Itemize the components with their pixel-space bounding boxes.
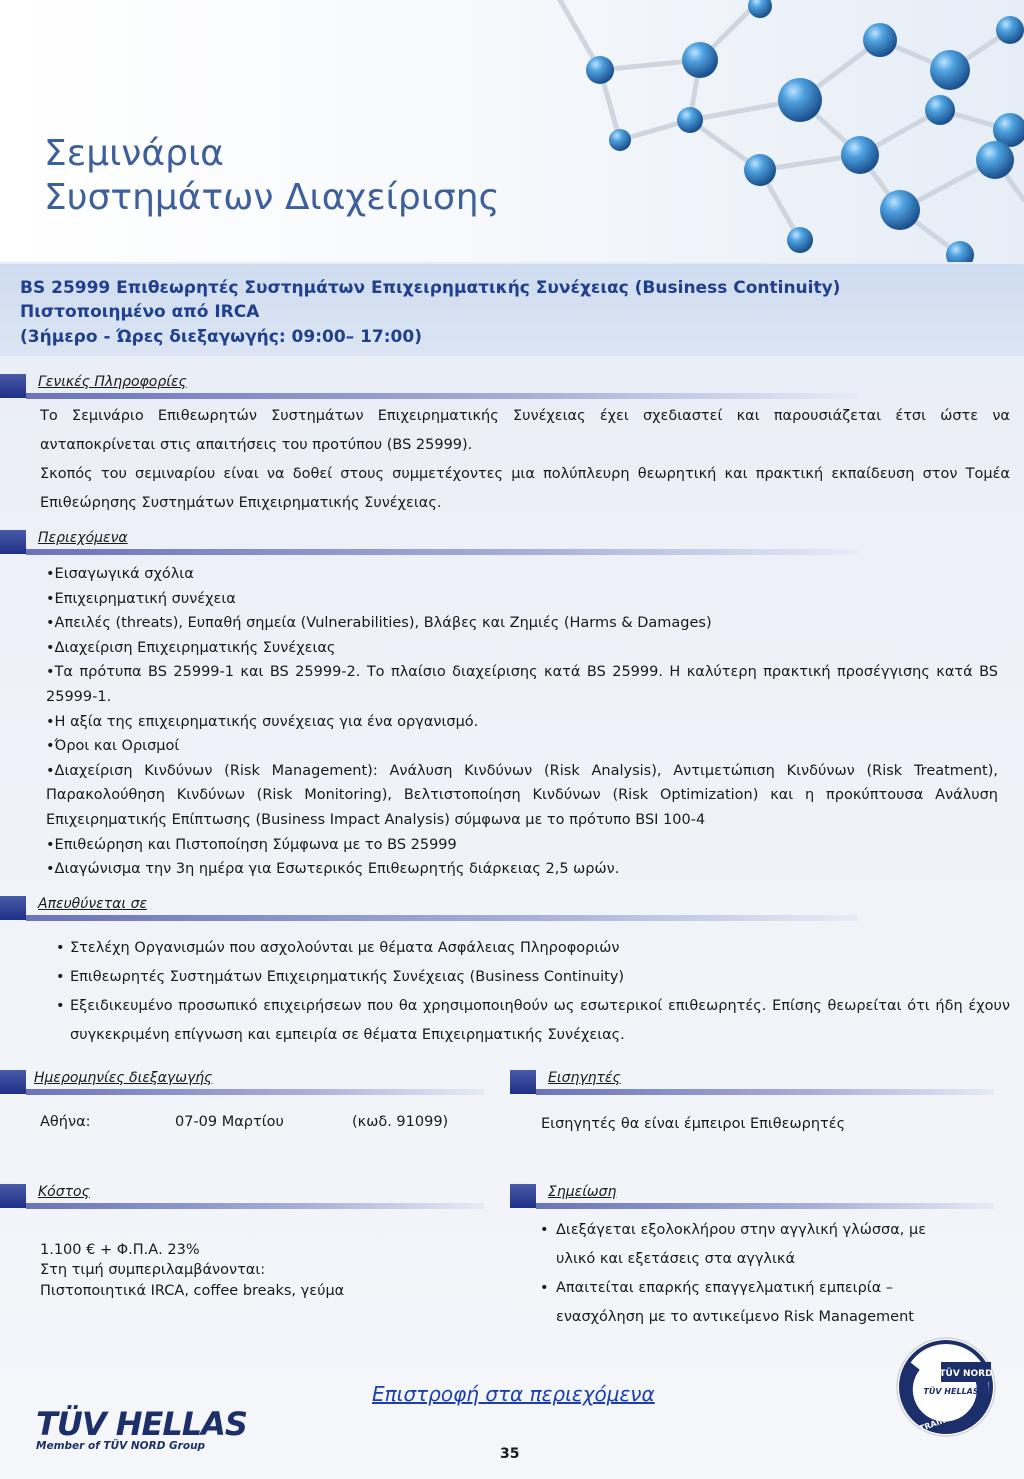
training-seal-icon: [895, 1336, 997, 1438]
banner-title-line2: Συστημάτων Διαχείρισης: [44, 177, 500, 218]
section-note-title: Σημείωση: [548, 1184, 617, 1200]
course-title: BS 25999 Επιθεωρητές Συστημάτων Επιχειρηματικής Συνέχειας (Business Continuity): [20, 278, 841, 298]
header-banner: [0, 0, 1024, 262]
instructors-text: Εισηγητές θα είναι έμπειροι Επιθεωρητές: [541, 1116, 846, 1132]
section-note-header: [510, 1184, 994, 1208]
section-cost-header: [0, 1184, 484, 1208]
list-item: •Η αξία της επιχειρηματικής συνέχειας για ένα οργανισμό.: [46, 713, 479, 730]
section-instructors-title: Εισηγητές: [548, 1070, 621, 1086]
section-instructors-header: [510, 1070, 994, 1094]
course-duration: (3ήμερο - Ώρες διεξαγωγής: 09:00– 17:00): [20, 327, 422, 347]
section-divider: [26, 1203, 484, 1209]
section-marker: [0, 374, 26, 398]
section-divider: [26, 1089, 484, 1095]
seal-mid-text: TÜV HELLAS: [923, 1387, 979, 1396]
list-item: •Επιθεώρηση και Πιστοποίηση Σύμφωνα με το BS 25999: [46, 836, 457, 853]
list-item: •Τα πρότυπα BS 25999-1 και BS 25999-2. Το πλαίσιο διαχείρισης κατά BS 25999. Η καλύτερη πρακτική προσέγγισης κατά BS 25999-1.: [46, 664, 998, 705]
list-item: • Επιθεωρητές Συστημάτων Επιχειρηματικής Συνέχειας (Business Continuity): [56, 963, 1010, 992]
logo-name: TÜV HELLAS: [36, 1405, 247, 1443]
note-list: [540, 1216, 960, 1332]
section-dates-title: Ημερομηνίες διεξαγωγής: [34, 1070, 213, 1086]
list-item: • Στελέχη Οργανισμών που ασχολούνται με θέματα Ασφάλειας Πληροφοριών: [56, 934, 1010, 963]
cost-includes-label: Στη τιμή συμπεριλαμβάνονται:: [40, 1262, 266, 1278]
general-paragraph-2: Σκοπός του σεμιναρίου είναι να δοθεί στους συμμετέχοντες μια πολύπλευρη θεωρητική και πρακτική εκπαίδευση στον Τομέα Επιθεώρησης Συστημάτων Επιχειρηματικής Συνέχειας.: [40, 466, 1010, 511]
section-marker: [0, 530, 26, 554]
dates-code: (κωδ. 91099): [352, 1114, 449, 1130]
section-general-title: Γενικές Πληροφορίες: [38, 374, 187, 390]
cost-includes: Πιστοποιητικά IRCA, coffee breaks, γεύμα: [40, 1283, 345, 1299]
banner-title: [44, 132, 500, 220]
list-item: •Διαχείριση Επιχειρηματικής Συνέχειας: [46, 639, 336, 656]
list-item: • Διεξάγεται εξολοκλήρου στην αγγλική γλώσσα, με υλικό και εξετάσεις στα αγγλικά: [540, 1216, 960, 1274]
cost-price: 1.100 € + Φ.Π.Α. 23%: [40, 1242, 200, 1258]
section-audience-title: Απευθύνεται σε: [38, 896, 148, 912]
section-marker: [0, 896, 26, 920]
section-contents-header: [0, 530, 858, 554]
list-item: •Διαγώνισμα την 3η ημέρα για Εσωτερικός Επιθεωρητής διάρκειας 2,5 ωρών.: [46, 861, 620, 878]
section-general-header: [0, 374, 858, 398]
network-graphic: [0, 0, 1024, 262]
section-cost-title: Κόστος: [38, 1184, 90, 1200]
section-divider: [26, 915, 858, 921]
section-dates-header: [0, 1070, 484, 1094]
list-item: •Όροι και Ορισμοί: [46, 738, 180, 755]
section-audience-header: [0, 896, 858, 920]
contents-list: [46, 562, 998, 882]
list-item: •Εισαγωγικά σχόλια: [46, 566, 194, 582]
section-marker: [0, 1184, 26, 1208]
section-marker: [510, 1070, 536, 1094]
page-number: 35: [500, 1446, 520, 1462]
list-item: •Διαχείριση Κινδύνων (Risk Management): Ανάλυση Κινδύνων (Risk Analysis), Αντιμετώπιση Κινδύνων (Risk Treatment), Παρακολούθηση Κινδύνων (Risk Monitoring), Βελτιστοποίηση Κινδύνων (Risk Optimization) και η προκύπτουσα Ανάλυση Επιχειρηματικής Επίπτωσης (Business Impact Analysis) σύμφωνα με το πρότυπο BSI 100-4: [46, 762, 998, 828]
seal-bottom-text: TRAINING: [918, 1409, 963, 1434]
logo-subtitle: Member of TÜV NORD Group: [36, 1440, 206, 1452]
return-to-contents-link[interactable]: Επιστροφή στα περιεχόμενα: [372, 1382, 655, 1406]
section-divider: [536, 1089, 994, 1095]
list-item: • Απαιτείται επαρκής επαγγελματική εμπειρία – ενασχόληση με το αντικείμενο Risk Management: [540, 1274, 960, 1332]
course-title-box: [0, 264, 1024, 356]
dates-city: Αθήνα:: [40, 1114, 91, 1130]
tuv-hellas-logo: [36, 1405, 247, 1452]
list-item: • Εξειδικευμένο προσωπικό επιχειρήσεων που θα χρησιμοποιηθούν ως εσωτερικοί επιθεωρητές. Επίσης θεωρείται ότι ήδη έχουν συγκεκριμένη επίγνωση και εμπειρία σε θέματα Επιχειρηματικής Συνέχειας.: [56, 992, 1010, 1050]
list-item: •Απειλές (threats), Ευπαθή σημεία (Vulnerabilities), Βλάβες και Ζημιές (Harms & Damages): [46, 615, 712, 632]
list-item: •Επιχειρηματική συνέχεια: [46, 590, 236, 607]
seal-top-text: TÜV NORD: [939, 1369, 993, 1379]
dates-range: 07-09 Μαρτίου: [175, 1114, 284, 1130]
section-contents-title: Περιεχόμενα: [38, 530, 128, 546]
section-marker: [0, 1070, 26, 1094]
general-paragraph-1: Το Σεμινάριο Επιθεωρητών Συστημάτων Επιχειρηματικής Συνέχειας έχει σχεδιαστεί και παρουσιάζεται έτσι ώστε να ανταποκρίνεται στις απαιτήσεις του προτύπου (BS 25999).: [40, 408, 1010, 453]
course-accreditation: Πιστοποιημένο από IRCA: [20, 302, 260, 322]
section-divider: [26, 393, 858, 399]
audience-list: [56, 934, 1010, 1050]
section-divider: [536, 1203, 994, 1209]
section-divider: [26, 549, 858, 555]
banner-title-line1: Σεμινάρια: [44, 133, 224, 174]
section-marker: [510, 1184, 536, 1208]
